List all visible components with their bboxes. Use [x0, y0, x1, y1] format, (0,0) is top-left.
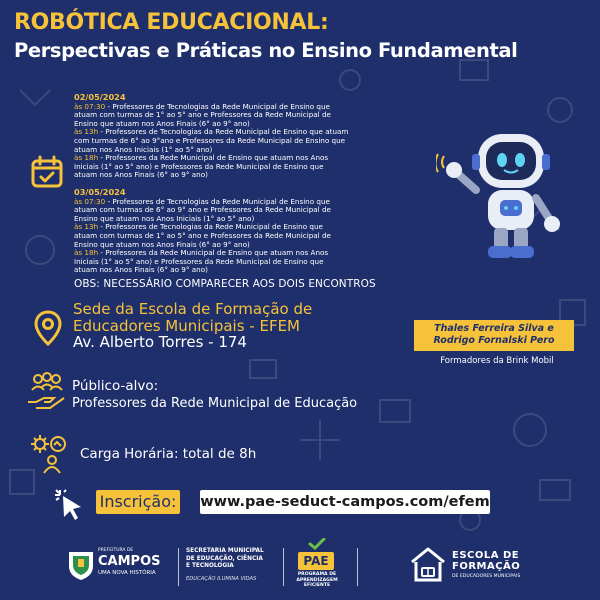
location-pin-icon [34, 310, 62, 346]
schedule-line [74, 171, 424, 180]
schedule [74, 93, 424, 275]
title-line-1: ROBÓTICA EDUCACIONAL: [14, 10, 329, 35]
checkmark-icon [308, 538, 326, 550]
schedule-date-2: 03/05/2024 [74, 186, 126, 197]
obs-note: OBS: NECESSÁRIO COMPARECER AOS DOIS ENCONTROS [74, 278, 376, 290]
secretaria-name [186, 548, 264, 571]
campos-crest-icon [66, 548, 96, 582]
cursor-click-icon [54, 488, 88, 522]
schedule-text: atuam nos Anos Finais (6° ao 9° ano) [74, 265, 208, 275]
secretaria-line-3: E TECNOLOGIA [186, 563, 234, 569]
schedule-text: Ensino que atuam nos Anos Iniciais (1° ao 5° ano) [74, 213, 255, 223]
schedule-text: Ensino que atuam nos Anos Finais (6° ao 9° ano) [74, 239, 250, 249]
pae-caption [296, 572, 338, 589]
schedule-text: atuam nos Anos Finais (6° ao 9° ano) [74, 170, 208, 180]
schedule-text: atuam nos Anos Iniciais (1° ao 5° ano) [74, 144, 213, 154]
schedule-time: às 13h [74, 127, 99, 137]
escola-line-1: ESCOLA DE [452, 550, 520, 561]
secretaria-tagline: EDUCAÇÃO ILUMINA VIDAS [186, 576, 257, 582]
schedule-time: às 18h [74, 248, 99, 258]
robot-illustration [436, 128, 586, 268]
schedule-time: às 07:30 [74, 196, 106, 206]
location-address: Av. Alberto Torres - 174 [73, 333, 247, 351]
schedule-text: com turmas de 6° ao 9°ano e Professores da Rede Municipal de Ensino que [74, 135, 346, 145]
schedule-day-2 [74, 198, 424, 275]
schedule-text: - Professores de Tecnologias da Rede Municipal de Ensino que [105, 101, 330, 111]
audience-value: Professores da Rede Municipal de Educação [72, 396, 358, 411]
schedule-time: às 18h [74, 153, 99, 163]
trainer-names-line-2: Rodrigo Fornalski Pero [433, 334, 555, 346]
trainers-names [414, 320, 574, 351]
audience-label: Público-alvo: [72, 378, 159, 394]
registration-url-link[interactable]: www.pae-seduct-campos.com/efem [200, 490, 490, 514]
pae-logo: PAE [298, 552, 334, 570]
registration-label: Inscrição: [96, 490, 180, 514]
location-name-line-2: Educadores Municipais - EFEM [73, 317, 300, 335]
secretaria-line-1: SECRETARIA MUNICIPAL [186, 548, 264, 554]
schedule-text: Ensino que atuam nos Anos Finais (6° ao 9° ano) [74, 118, 250, 128]
schedule-text: atuam com turmas de 1° ao 5° ano e Professores da Rede Municipal de [74, 230, 331, 240]
footer-divider [357, 548, 358, 586]
schedule-text: Iniciais (1° ao 5° ano) e Professores da Rede Municipal de Ensino que [74, 256, 324, 266]
workload-text: Carga Horária: total de 8h [80, 446, 257, 462]
escola-logo-text [452, 550, 520, 572]
trainer-names-line-1: Thales Ferreira Silva e [434, 323, 554, 334]
schedule-day-1 [74, 103, 424, 180]
school-house-icon [408, 546, 448, 584]
schedule-text: Iniciais (1° ao 5° ano) e Professores da Rede Municipal de Ensino que [74, 161, 324, 171]
secretaria-line-2: DE EDUCAÇÃO, CIÊNCIA [186, 555, 263, 562]
escola-line-2: FORMAÇÃO [452, 561, 521, 572]
people-hand-icon [26, 372, 68, 412]
prefeitura-small: PREFEITURA DE [98, 548, 134, 553]
schedule-text: - Professores de Tecnologias da Rede Municipal de Ensino que [105, 196, 330, 206]
location-name [73, 301, 312, 335]
schedule-date-1: 02/05/2024 [74, 92, 126, 102]
schedule-text: - Professores da Rede Municipal de Ensino que atuam nos Anos [98, 248, 329, 258]
schedule-text: - Professores de Tecnologias da Rede Municipal de Ensino que [98, 222, 323, 232]
calendar-check-icon [30, 155, 64, 189]
campos-tagline: UMA NOVA HISTÓRIA [98, 570, 156, 576]
title-line-2: Perspectivas e Práticas no Ensino Fundamental [14, 39, 518, 62]
schedule-text: atuam com turmas de 1° ao 5° ano e Professores da Rede Municipal de [74, 110, 331, 120]
schedule-time: às 13h [74, 222, 99, 232]
footer-divider [283, 548, 284, 586]
footer-divider [178, 548, 179, 586]
schedule-text: - Professores de Tecnologias da Rede Municipal de Ensino que atuam [98, 127, 349, 137]
escola-line-3: DE EDUCADORES MUNICIPAIS [452, 574, 521, 579]
pae-caption-line-1: PROGRAMA DE [297, 572, 337, 577]
campos-logo-text: CAMPOS [98, 554, 161, 569]
location-name-line-1: Sede da Escola de Formação de [73, 300, 313, 318]
gear-person-icon [30, 434, 74, 474]
schedule-text: - Professores da Rede Municipal de Ensino que atuam nos Anos [98, 153, 329, 163]
trainers-role: Formadores da Brink Mobil [440, 356, 554, 366]
schedule-line [74, 266, 424, 275]
schedule-time: às 07:30 [74, 101, 106, 111]
pae-caption-line-2: APRENDIZAGEM EFICIENTE [296, 577, 338, 588]
schedule-text: atuam com turmas de 6° ao 9° ano e Professores da Rede Municipal de [74, 205, 331, 215]
